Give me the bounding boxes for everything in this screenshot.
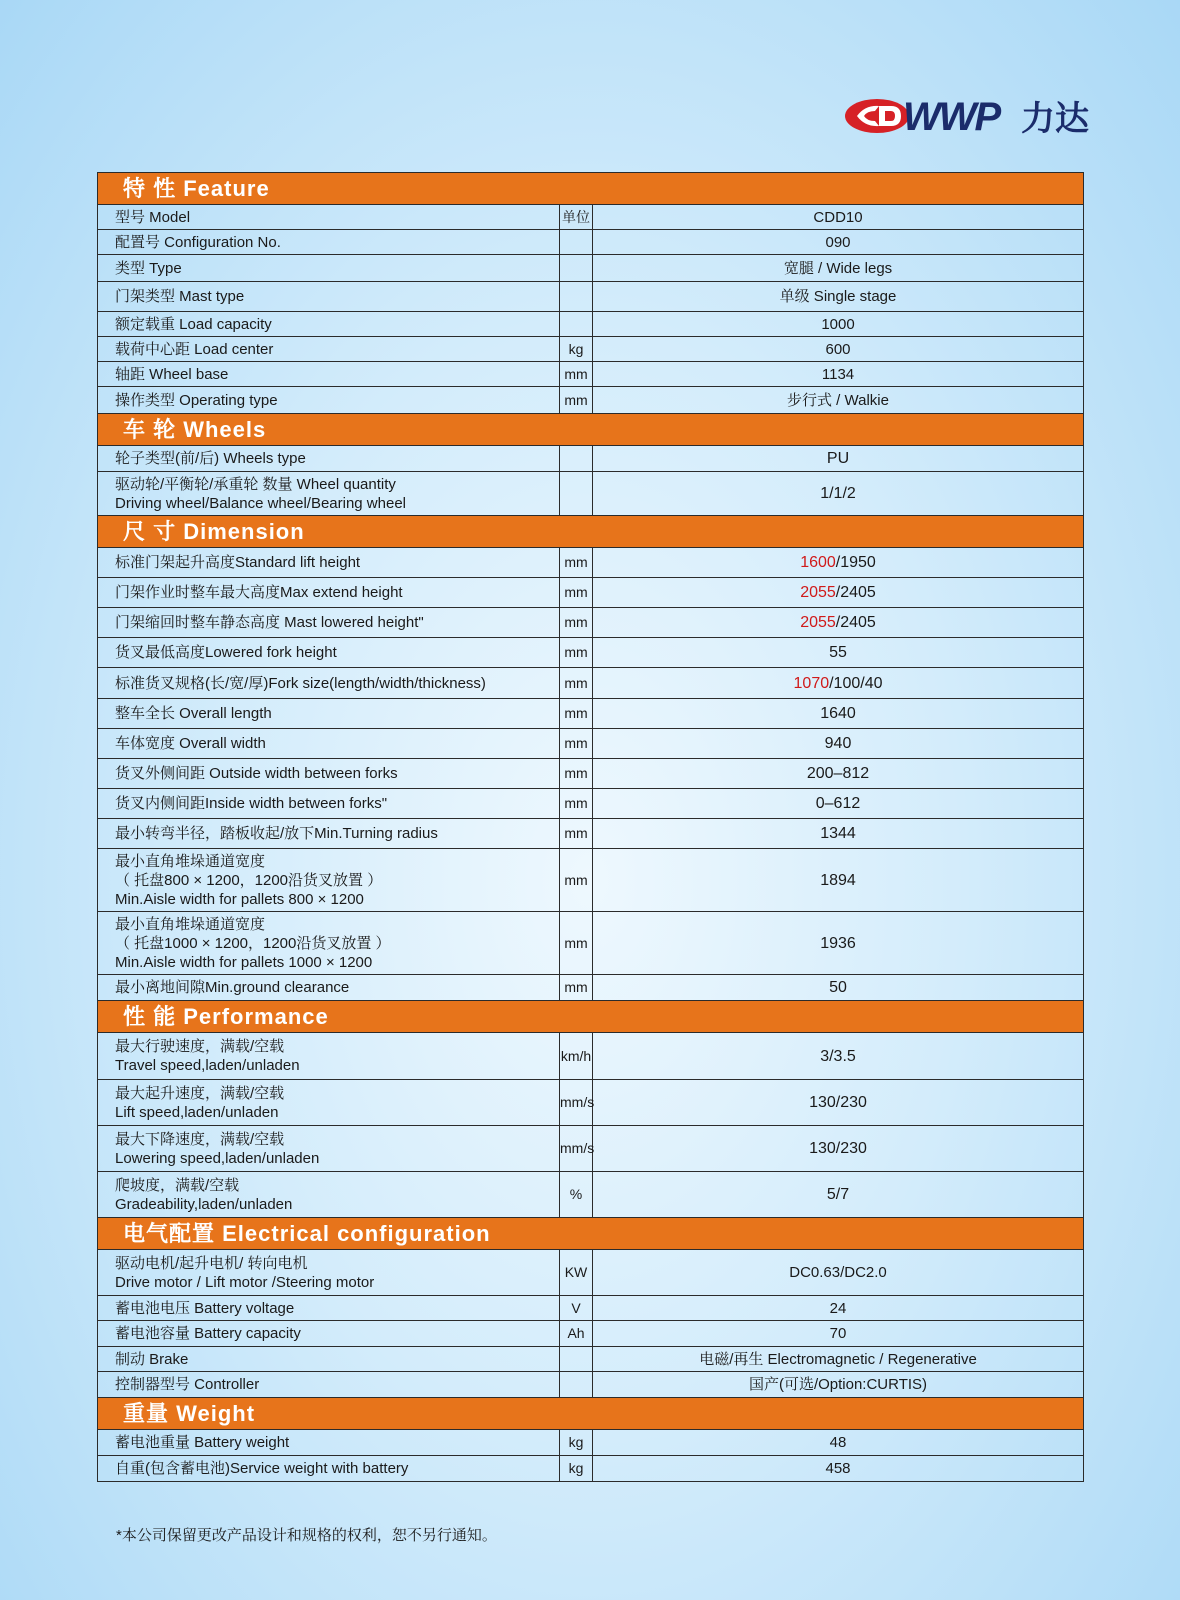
spec-table [97,172,1084,1482]
section-header [98,1218,1084,1250]
spec-value [593,230,1084,255]
spec-value [593,1080,1084,1126]
spec-label-line: （ 托盘800 × 1200，1200沿货叉放置 ） [115,871,383,889]
spec-value-text: /2405 [835,614,876,631]
spec-label-line: 货叉最低高度Lowered fork height [115,644,337,661]
spec-row [98,699,1084,729]
spec-value [593,819,1084,849]
spec-label [98,1372,560,1398]
spec-value-text: 国产(可选/Option:CURTIS) [748,1376,928,1393]
spec-value-text: 步行式 / Walkie [787,391,889,409]
svg-text:力达: 力达 [1021,99,1089,139]
spec-value-text: 1344 [820,825,856,842]
spec-label-line: 驱动轮/平衡轮/承重轮 数量 Wheel quantity [115,475,396,493]
spec-value [593,638,1084,668]
spec-value [593,1126,1084,1172]
spec-value-text: /1950 [835,554,876,571]
spec-unit: mm [560,608,593,638]
spec-value [593,255,1084,282]
spec-unit: mm [560,849,593,912]
spec-value [593,789,1084,819]
spec-row [98,1033,1084,1080]
spec-unit: mm [560,578,593,608]
spec-label-line: 标准货叉规格(长/宽/厚)Fork size(length/width/thickness) [115,674,486,692]
spec-value-text: 50 [829,979,847,996]
spec-label [98,282,560,312]
spec-row [98,362,1084,387]
spec-row [98,230,1084,255]
spec-value-text: 5/7 [826,1186,850,1203]
spec-value [593,608,1084,638]
spec-value-text: 70 [829,1325,847,1342]
spec-label-line: 最大下降速度，满载/空载 [115,1130,285,1148]
spec-label-line: 型号 Model [115,208,191,226]
spec-label-line: （ 托盘1000 × 1200，1200沿货叉放置 ） [115,934,391,952]
spec-value-text: 1134 [821,365,855,383]
spec-value-text: CDD10 [813,208,863,226]
spec-row [98,337,1084,362]
spec-label [98,1080,560,1126]
spec-row [98,975,1084,1001]
spec-value-text: 1894 [820,871,856,889]
section-header [98,173,1084,205]
spec-value [593,1033,1084,1080]
spec-unit: kg [560,337,593,362]
spec-value-text: 宽腿 / Wide legs [783,259,893,277]
section-title: 性 能 Performance [98,1001,1084,1033]
spec-label-line: Min.Aisle width for pallets 1000 × 1200 [115,953,373,971]
spec-unit: 单位 [560,205,593,230]
spec-label [98,1250,560,1296]
spec-label [98,1456,560,1482]
spec-label-line: 最小离地间隙Min.ground clearance [115,979,350,996]
spec-value [593,975,1084,1001]
spec-label-line: 自重(包含蓄电池)Service weight with battery [115,1460,409,1477]
spec-value [593,1172,1084,1218]
spec-label-line: Lowering speed,laden/unladen [115,1149,320,1167]
spec-label [98,578,560,608]
spec-row [98,759,1084,789]
spec-value-highlight: 1070 [793,674,830,692]
spec-label-line: 货叉外侧间距 Outside width between forks [115,765,398,782]
spec-unit: km/h [560,1033,593,1080]
spec-row [98,1456,1084,1482]
spec-label [98,1033,560,1080]
spec-row [98,282,1084,312]
spec-unit: KW [560,1250,593,1296]
spec-label-line: 配置号 Configuration No. [115,233,281,251]
spec-value [593,205,1084,230]
spec-unit: mm [560,668,593,699]
spec-row [98,1080,1084,1126]
section-header [98,1001,1084,1033]
section-title: 特 性 Feature [98,173,1084,205]
spec-row [98,255,1084,282]
spec-value-text: 48 [829,1434,847,1451]
section-title: 电气配置 Electrical configuration [98,1218,1084,1250]
spec-unit [560,230,593,255]
spec-unit: mm [560,819,593,849]
footnote: *本公司保留更改产品设计和规格的权利，恕不另行通知。 [116,1527,497,1544]
spec-value [593,312,1084,337]
spec-unit: mm [560,912,593,975]
spec-value [593,1347,1084,1372]
spec-row [98,205,1084,230]
spec-value-text: DC0.63/DC2.0 [789,1264,887,1281]
spec-value-text: 55 [829,644,847,661]
section-title: 尺 寸 Dimension [98,516,1084,548]
spec-value-text: /2405 [835,584,876,601]
spec-label-line: 蓄电池电压 Battery voltage [115,1299,295,1317]
spec-label-line: 最小直角堆垛通道宽度 [115,915,266,933]
spec-row [98,849,1084,912]
spec-label-line: 最小直角堆垛通道宽度 [115,852,266,870]
spec-unit: mm [560,729,593,759]
spec-value-text: 200–812 [806,765,870,782]
spec-value-text: 1640 [820,705,856,722]
spec-value-text: 3/3.5 [820,1047,856,1065]
spec-value-text: 24 [829,1299,847,1317]
spec-value [593,548,1084,578]
spec-value [593,1456,1084,1482]
spec-value-text: 1936 [820,934,856,952]
spec-value [593,578,1084,608]
spec-value [593,1372,1084,1398]
spec-label-line: 轮子类型(前/后) Wheels type [115,450,306,467]
spec-label-line: Gradeability,laden/unladen [115,1195,293,1213]
spec-unit [560,446,593,472]
spec-unit [560,1347,593,1372]
spec-unit [560,255,593,282]
spec-row [98,312,1084,337]
spec-label [98,548,560,578]
spec-label-line: 类型 Type [115,259,182,277]
spec-value-text: 940 [824,735,852,752]
spec-value-highlight: 1600 [800,554,836,571]
spec-value-highlight: 2055 [800,584,836,601]
spec-row [98,912,1084,975]
spec-label [98,472,560,516]
spec-label-line: 驱动电机/起升电机/ 转向电机 [115,1254,308,1272]
spec-unit: mm [560,759,593,789]
spec-unit [560,282,593,312]
spec-unit: mm [560,699,593,729]
spec-unit: kg [560,1430,593,1456]
spec-label-line: 标准门架起升高度Standard lift height [115,554,361,571]
spec-label-line: 额定载重 Load capacity [115,315,272,333]
spec-value [593,282,1084,312]
spec-label-line: 爬坡度，满载/空载 [115,1176,240,1194]
spec-unit: mm [560,638,593,668]
spec-value-text: 130/230 [809,1140,867,1157]
spec-label [98,975,560,1001]
spec-label-line: Drive motor / Lift motor /Steering motor [115,1273,375,1291]
section-title: 车 轮 Wheels [98,414,1084,446]
spec-unit [560,472,593,516]
spec-unit: mm/s [560,1080,593,1126]
spec-value-text: 电磁/再生 Electromagnetic / Regenerative [699,1350,977,1368]
spec-label [98,729,560,759]
spec-row [98,638,1084,668]
section-header [98,516,1084,548]
spec-value [593,729,1084,759]
spec-row [98,668,1084,699]
spec-row [98,1296,1084,1321]
section-title: 重量 Weight [98,1398,1084,1430]
spec-label [98,362,560,387]
spec-label-line: 制动 Brake [115,1350,189,1368]
spec-value [593,1250,1084,1296]
spec-label-line: Driving wheel/Balance wheel/Bearing wheel [115,494,406,512]
spec-label-line: 最大行驶速度，满载/空载 [115,1038,285,1055]
spec-label [98,699,560,729]
spec-row [98,472,1084,516]
spec-label-line: 货叉内侧间距Inside width between forks" [115,795,388,812]
spec-unit: kg [560,1456,593,1482]
spec-row [98,1126,1084,1172]
spec-value [593,472,1084,516]
spec-label-line: 车体宽度 Overall width [115,735,266,752]
spec-label-line: 门架缩回时整车静态高度 Mast lowered height" [115,614,424,631]
spec-label-line: 最小转弯半径，踏板收起/放下Min.Turning radius [115,825,438,842]
spec-unit: mm [560,789,593,819]
spec-unit [560,312,593,337]
spec-label-line: 门架作业时整车最大高度Max extend height [115,584,403,601]
spec-value [593,362,1084,387]
spec-row [98,819,1084,849]
spec-value-text: 458 [825,1460,851,1477]
spec-label [98,638,560,668]
spec-value [593,668,1084,699]
spec-label [98,230,560,255]
spec-label [98,1126,560,1172]
spec-label [98,1172,560,1218]
spec-label [98,1321,560,1347]
spec-row [98,548,1084,578]
spec-label [98,337,560,362]
spec-value [593,699,1084,729]
spec-row [98,1172,1084,1218]
spec-value [593,446,1084,472]
spec-value [593,759,1084,789]
spec-value [593,849,1084,912]
spec-value-highlight: 2055 [800,614,836,631]
brand-logo [845,92,1100,140]
spec-label [98,1347,560,1372]
wwp-logo-icon [845,92,1100,140]
spec-value-text: 1000 [821,315,855,333]
spec-row [98,446,1084,472]
spec-value-text: 0–612 [815,795,861,812]
section-header [98,414,1084,446]
spec-label [98,1296,560,1321]
spec-label-line: 操作类型 Operating type [115,391,278,409]
spec-row [98,1250,1084,1296]
spec-unit: mm/s [560,1126,593,1172]
spec-row [98,729,1084,759]
spec-label-line: 蓄电池重量 Battery weight [115,1434,290,1451]
spec-label [98,387,560,414]
spec-value-text: /100/40 [829,674,883,692]
spec-value [593,1321,1084,1347]
spec-label-line: 载荷中心距 Load center [115,340,274,358]
spec-value [593,1296,1084,1321]
spec-label-line: 整车全长 Overall length [115,705,272,722]
spec-value [593,337,1084,362]
spec-unit: % [560,1172,593,1218]
spec-label [98,849,560,912]
spec-label-line: 控制器型号 Controller [115,1376,260,1393]
spec-row [98,789,1084,819]
spec-unit: mm [560,362,593,387]
spec-value-text: 090 [825,233,851,251]
spec-unit: V [560,1296,593,1321]
spec-label [98,608,560,638]
spec-value-text: 130/230 [809,1094,867,1111]
spec-label [98,819,560,849]
spec-label [98,789,560,819]
spec-value-text: 600 [825,340,851,358]
spec-row [98,578,1084,608]
spec-label [98,668,560,699]
spec-unit [560,1372,593,1398]
spec-label [98,1430,560,1456]
spec-label-line: Lift speed,laden/unladen [115,1103,279,1121]
spec-value [593,1430,1084,1456]
spec-row [98,608,1084,638]
spec-unit: mm [560,387,593,414]
spec-row [98,1321,1084,1347]
spec-row [98,1372,1084,1398]
spec-label-line: 轴距 Wheel base [115,365,229,383]
spec-unit: mm [560,975,593,1001]
spec-value [593,387,1084,414]
spec-label-line: 蓄电池容量 Battery capacity [115,1325,301,1342]
spec-label [98,912,560,975]
spec-label [98,205,560,230]
spec-value-text: 1/1/2 [820,485,856,502]
spec-label [98,255,560,282]
spec-label [98,312,560,337]
spec-label-line: 门架类型 Mast type [115,288,245,305]
spec-value [593,912,1084,975]
spec-label-line: Travel speed,laden/unladen [115,1057,300,1074]
spec-row [98,1430,1084,1456]
spec-label [98,759,560,789]
section-header [98,1398,1084,1430]
spec-label-line: Min.Aisle width for pallets 800 × 1200 [115,890,364,908]
svg-text:WWP: WWP [903,95,1000,139]
spec-value-text: PU [826,450,850,467]
spec-row [98,1347,1084,1372]
spec-label-line: 最大起升速度，满载/空载 [115,1084,285,1102]
spec-label [98,446,560,472]
spec-unit: Ah [560,1321,593,1347]
spec-row [98,387,1084,414]
spec-unit: mm [560,548,593,578]
spec-value-text: 单级 Single stage [779,288,897,305]
